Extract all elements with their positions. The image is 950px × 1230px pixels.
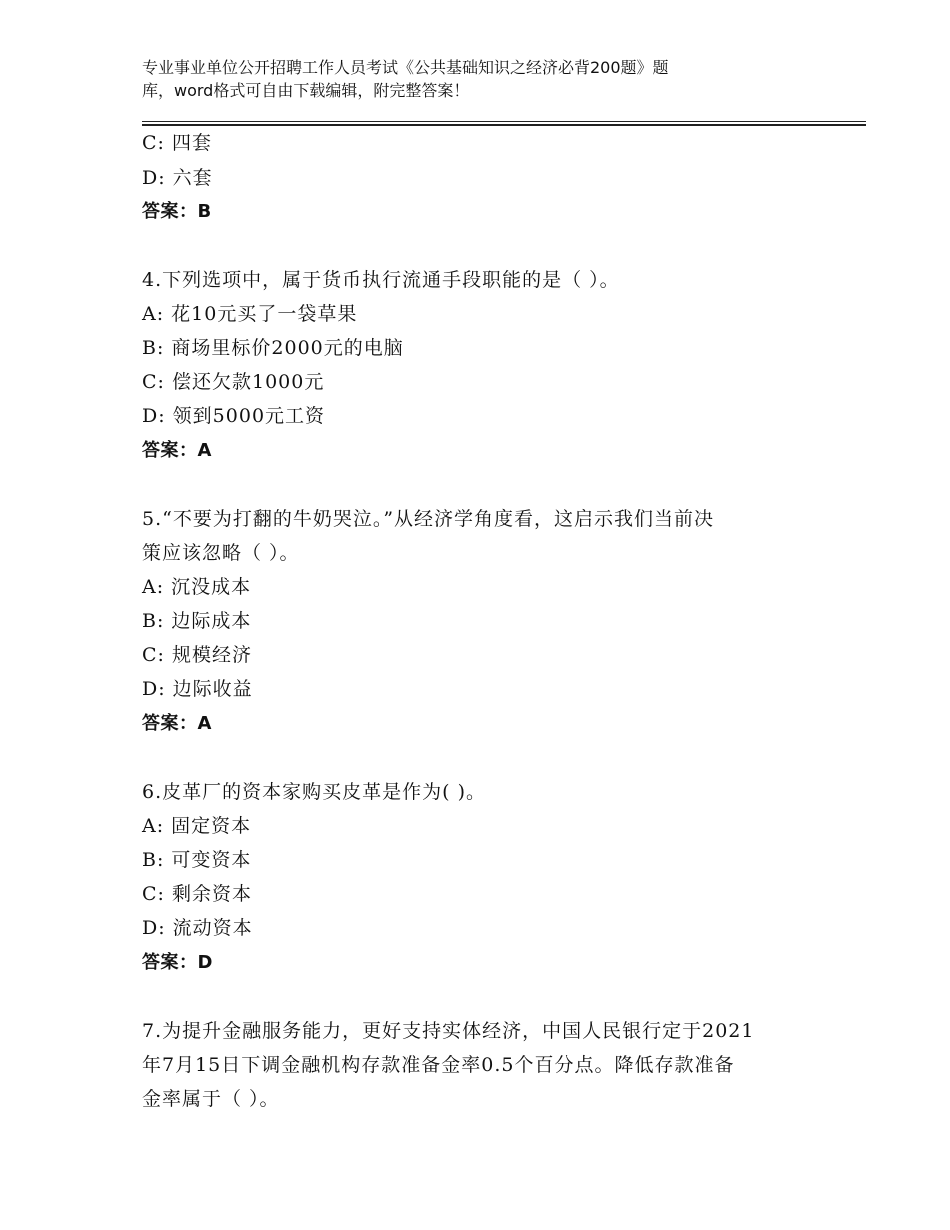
header-divider-thin	[142, 121, 866, 122]
question-4-option-a: A: 花10元买了一袋草果	[142, 303, 358, 325]
option-d: D: 六套	[142, 167, 213, 189]
question-5-stem-line-1: 5.“不要为打翻的牛奶哭泣。”从经济学角度看，这启示我们当前决	[142, 508, 715, 530]
question-7-stem-line-1: 7.为提升金融服务能力，更好支持实体经济，中国人民银行定于2021	[142, 1020, 755, 1042]
header-title-line-1: 专业事业单位公开招聘工作人员考试《公共基础知识之经济必背200题》题	[142, 58, 669, 77]
question-4-option-b: B: 商场里标价2000元的电脑	[142, 337, 404, 359]
question-4-option-c: C: 偿还欠款1000元	[142, 371, 325, 393]
question-5-option-b: B: 边际成本	[142, 610, 252, 632]
question-4-option-d: D: 领到5000元工资	[142, 405, 326, 427]
question-4-stem: 4.下列选项中，属于货币执行流通手段职能的是（ ）。	[142, 269, 620, 291]
question-6-option-d: D: 流动资本	[142, 917, 253, 939]
answer-line: 答案：B	[142, 201, 212, 222]
question-5-option-d: D: 边际收益	[142, 678, 253, 700]
question-6-answer: 答案：D	[142, 952, 213, 973]
question-7-stem-line-2: 年7月15日下调金融机构存款准备金率0.5个百分点。降低存款准备	[142, 1054, 735, 1076]
question-6-stem: 6.皮革厂的资本家购买皮革是作为( )。	[142, 781, 486, 803]
header-title-line-2: 库，word格式可自由下载编辑，附完整答案！	[142, 81, 470, 100]
question-5-option-a: A: 沉没成本	[142, 576, 252, 598]
page-header	[142, 56, 782, 102]
question-6-option-c: C: 剩余资本	[142, 883, 252, 905]
question-6-option-a: A: 固定资本	[142, 815, 252, 837]
question-4-answer: 答案：A	[142, 440, 212, 461]
question-7-stem-line-3: 金率属于（ ）。	[142, 1088, 280, 1110]
option-c: C: 四套	[142, 132, 212, 154]
question-6-option-b: B: 可变资本	[142, 849, 252, 871]
question-5-option-c: C: 规模经济	[142, 644, 252, 666]
header-divider-thick	[142, 124, 866, 126]
question-5-stem-line-2: 策应该忽略（ ）。	[142, 542, 300, 564]
question-5-answer: 答案：A	[142, 713, 212, 734]
